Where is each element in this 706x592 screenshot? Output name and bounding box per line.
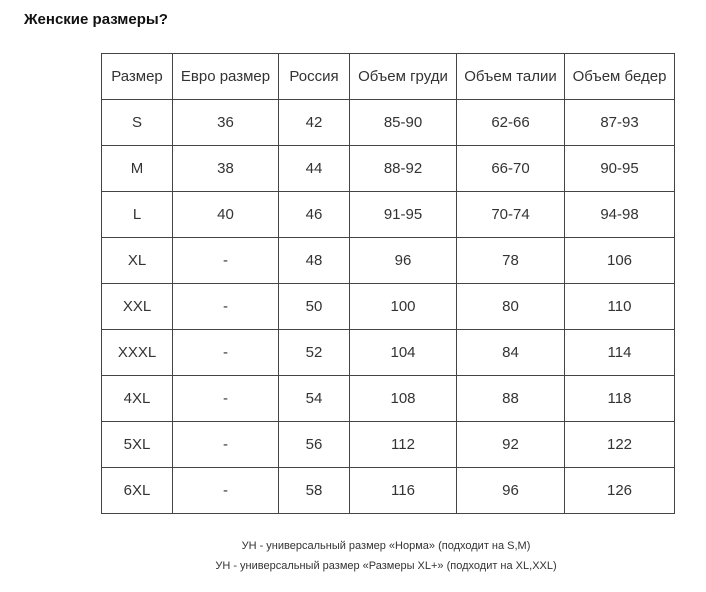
table-header-row <box>102 54 675 100</box>
cell-waist: 70-74 <box>457 192 565 238</box>
cell-hips: 122 <box>565 422 675 468</box>
cell-waist: 66-70 <box>457 146 565 192</box>
cell-size: XL <box>102 238 173 284</box>
cell-size: M <box>102 146 173 192</box>
size-table <box>101 53 675 514</box>
cell-bust: 88-92 <box>350 146 457 192</box>
header-size: Размер <box>102 54 173 100</box>
footnote-xl-plus: УН - универсальный размер «Размеры XL+» (подходит на XL,XXL) <box>215 560 557 572</box>
cell-russia: 58 <box>279 468 350 514</box>
cell-size: 4XL <box>102 376 173 422</box>
cell-waist: 80 <box>457 284 565 330</box>
cell-russia: 52 <box>279 330 350 376</box>
cell-bust: 104 <box>350 330 457 376</box>
cell-waist: 96 <box>457 468 565 514</box>
header-russia: Россия <box>279 54 350 100</box>
cell-russia: 44 <box>279 146 350 192</box>
header-euro-size: Евро размер <box>173 54 279 100</box>
table-row <box>102 146 675 192</box>
cell-bust: 91-95 <box>350 192 457 238</box>
cell-russia: 46 <box>279 192 350 238</box>
table-row <box>102 330 675 376</box>
cell-bust: 112 <box>350 422 457 468</box>
cell-waist: 84 <box>457 330 565 376</box>
header-bust: Объем груди <box>350 54 457 100</box>
table-row <box>102 100 675 146</box>
cell-russia: 54 <box>279 376 350 422</box>
cell-size: 5XL <box>102 422 173 468</box>
cell-size: 6XL <box>102 468 173 514</box>
cell-waist: 88 <box>457 376 565 422</box>
cell-russia: 50 <box>279 284 350 330</box>
header-hips: Объем бедер <box>565 54 675 100</box>
table-row <box>102 284 675 330</box>
cell-hips: 90-95 <box>565 146 675 192</box>
cell-bust: 96 <box>350 238 457 284</box>
footnote-norma: УН - универсальный размер «Норма» (подходит на S,M) <box>241 540 531 552</box>
cell-euro-size: - <box>173 238 279 284</box>
page-title: Женские размеры? <box>24 11 168 28</box>
cell-euro-size: - <box>173 468 279 514</box>
cell-hips: 106 <box>565 238 675 284</box>
cell-euro-size: 36 <box>173 100 279 146</box>
cell-size: L <box>102 192 173 238</box>
table-row <box>102 238 675 284</box>
cell-hips: 94-98 <box>565 192 675 238</box>
cell-hips: 118 <box>565 376 675 422</box>
cell-bust: 108 <box>350 376 457 422</box>
cell-size: XXXL <box>102 330 173 376</box>
cell-euro-size: - <box>173 422 279 468</box>
cell-bust: 85-90 <box>350 100 457 146</box>
cell-hips: 114 <box>565 330 675 376</box>
cell-euro-size: - <box>173 330 279 376</box>
cell-hips: 110 <box>565 284 675 330</box>
cell-bust: 116 <box>350 468 457 514</box>
cell-hips: 126 <box>565 468 675 514</box>
cell-russia: 42 <box>279 100 350 146</box>
cell-waist: 62-66 <box>457 100 565 146</box>
cell-size: S <box>102 100 173 146</box>
cell-bust: 100 <box>350 284 457 330</box>
cell-waist: 78 <box>457 238 565 284</box>
header-waist: Объем талии <box>457 54 565 100</box>
table-row <box>102 376 675 422</box>
cell-russia: 56 <box>279 422 350 468</box>
cell-size: XXL <box>102 284 173 330</box>
table-row <box>102 192 675 238</box>
cell-russia: 48 <box>279 238 350 284</box>
table-row <box>102 422 675 468</box>
cell-waist: 92 <box>457 422 565 468</box>
cell-euro-size: 40 <box>173 192 279 238</box>
table-row <box>102 468 675 514</box>
cell-euro-size: - <box>173 284 279 330</box>
cell-hips: 87-93 <box>565 100 675 146</box>
footnotes <box>0 536 706 576</box>
cell-euro-size: - <box>173 376 279 422</box>
cell-euro-size: 38 <box>173 146 279 192</box>
